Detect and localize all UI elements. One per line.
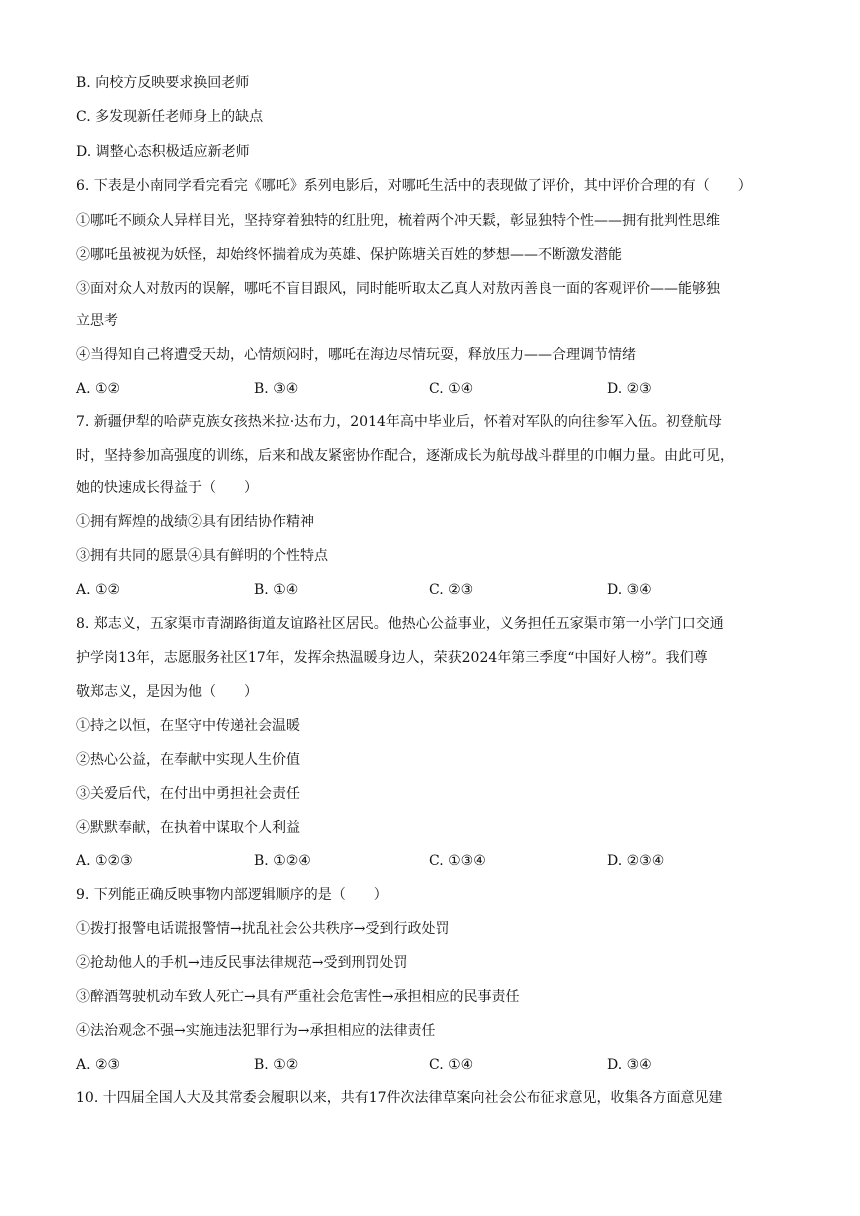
question-7-stem-3: 她的快速成长得益于（ ） [76, 480, 258, 496]
q6-option-a: A. ①② [76, 381, 121, 397]
option-b-q5: B. 向校方反映要求换回老师 [76, 75, 250, 91]
q9-statement-4: ④法治观念不强→实施违法犯罪行为→承担相应的法律责任 [76, 1023, 436, 1039]
q6-statement-2: ②哪吒虽被视为妖怪，却始终怀揣着成为英雄、保护陈塘关百姓的梦想——不断激发潜能 [76, 247, 622, 263]
question-9-stem: 9. 下列能正确反映事物内部逻辑顺序的是（ ） [76, 887, 388, 903]
q6-statement-4: ④当得知自己将遭受天劫，心情烦闷时，哪吒在海边尽情玩耍，释放压力——合理调节情绪 [76, 347, 636, 363]
question-7-stem-2: 时，坚持参加高强度的训练，后来和战友紧密协作配合，逐渐成长为航母战斗群里的巾帼力量。由此可见， [76, 448, 734, 464]
q7-statements-1: ①拥有辉煌的战绩②具有团结协作精神 [76, 514, 314, 530]
q9-options [76, 1055, 796, 1075]
q8-option-b: B. ①②④ [254, 853, 311, 869]
q9-statement-3: ③醉酒驾驶机动车致人死亡→具有严重社会危害性→承担相应的民事责任 [76, 989, 520, 1005]
question-8-stem-1: 8. 郑志义，五家渠市青湖路街道友谊路社区居民。他热心公益事业，义务担任五家渠市第一小学门口交通 [76, 616, 724, 632]
q9-option-c: C. ①④ [429, 1057, 474, 1073]
option-c-q5: C. 多发现新任老师身上的缺点 [76, 109, 264, 125]
question-8-stem-3: 敬郑志义，是因为他（ ） [76, 684, 258, 700]
q7-option-d: D. ③④ [607, 582, 652, 598]
q9-option-a: A. ②③ [76, 1057, 121, 1073]
q6-statement-1: ①哪吒不顾众人异样目光，坚持穿着独特的红肚兜，梳着两个冲天鬏，彰显独特个性——拥有批判性思维 [76, 213, 720, 229]
q8-statement-4: ④默默奉献，在执着中谋取个人利益 [76, 820, 300, 836]
q6-option-d: D. ②③ [607, 381, 652, 397]
q6-options [76, 379, 796, 399]
q6-option-b: B. ③④ [254, 381, 299, 397]
q8-option-c: C. ①③④ [429, 853, 486, 869]
q9-statement-2: ②抢劫他人的手机→违反民事法律规范→受到刑罚处罚 [76, 955, 408, 971]
q8-option-d: D. ②③④ [607, 853, 665, 869]
q8-option-a: A. ①②③ [76, 853, 133, 869]
q9-option-b: B. ①② [254, 1057, 299, 1073]
q6-option-c: C. ①④ [429, 381, 474, 397]
q9-statement-1: ①拨打报警电话谎报警情→扰乱社会公共秩序→受到行政处罚 [76, 921, 450, 937]
question-8-stem-2: 护学岗13年，志愿服务社区17年，发挥余热温暖身边人，荣获2024年第三季度“中国好人榜”。我们尊 [76, 650, 708, 666]
q7-option-b: B. ①④ [254, 582, 299, 598]
q7-option-a: A. ①② [76, 582, 121, 598]
q7-statements-2: ③拥有共同的愿景④具有鲜明的个性特点 [76, 548, 328, 564]
question-7-stem-1: 7. 新疆伊犁的哈萨克族女孩热米拉·达布力，2014年高中毕业后，怀着对军队的向往参军入伍。初登航母 [76, 414, 722, 430]
q6-statement-3-cont: 立思考 [76, 313, 118, 329]
option-d-q5: D. 调整心态积极适应新老师 [76, 144, 250, 160]
q7-option-c: C. ②③ [429, 582, 474, 598]
q8-statement-1: ①持之以恒，在坚守中传递社会温暖 [76, 718, 300, 734]
question-10-stem: 10. 十四届全国人大及其常委会履职以来，共有17件次法律草案向社会公布征求意见，收集各方面意见建 [76, 1090, 723, 1106]
question-6-stem: 6. 下表是小南同学看完看完《哪吒》系列电影后，对哪吒生活中的表现做了评价，其中评价合理的有（ ） [76, 178, 752, 194]
q9-option-d: D. ③④ [607, 1057, 652, 1073]
q6-statement-3: ③面对众人对敖丙的误解，哪吒不盲目跟风，同时能听取太乙真人对敖丙善良一面的客观评价——能够独 [76, 281, 720, 297]
q8-statement-2: ②热心公益，在奉献中实现人生价值 [76, 752, 300, 768]
q8-statement-3: ③关爱后代，在付出中勇担社会责任 [76, 786, 300, 802]
q7-options [76, 580, 796, 600]
q8-options [76, 851, 796, 871]
